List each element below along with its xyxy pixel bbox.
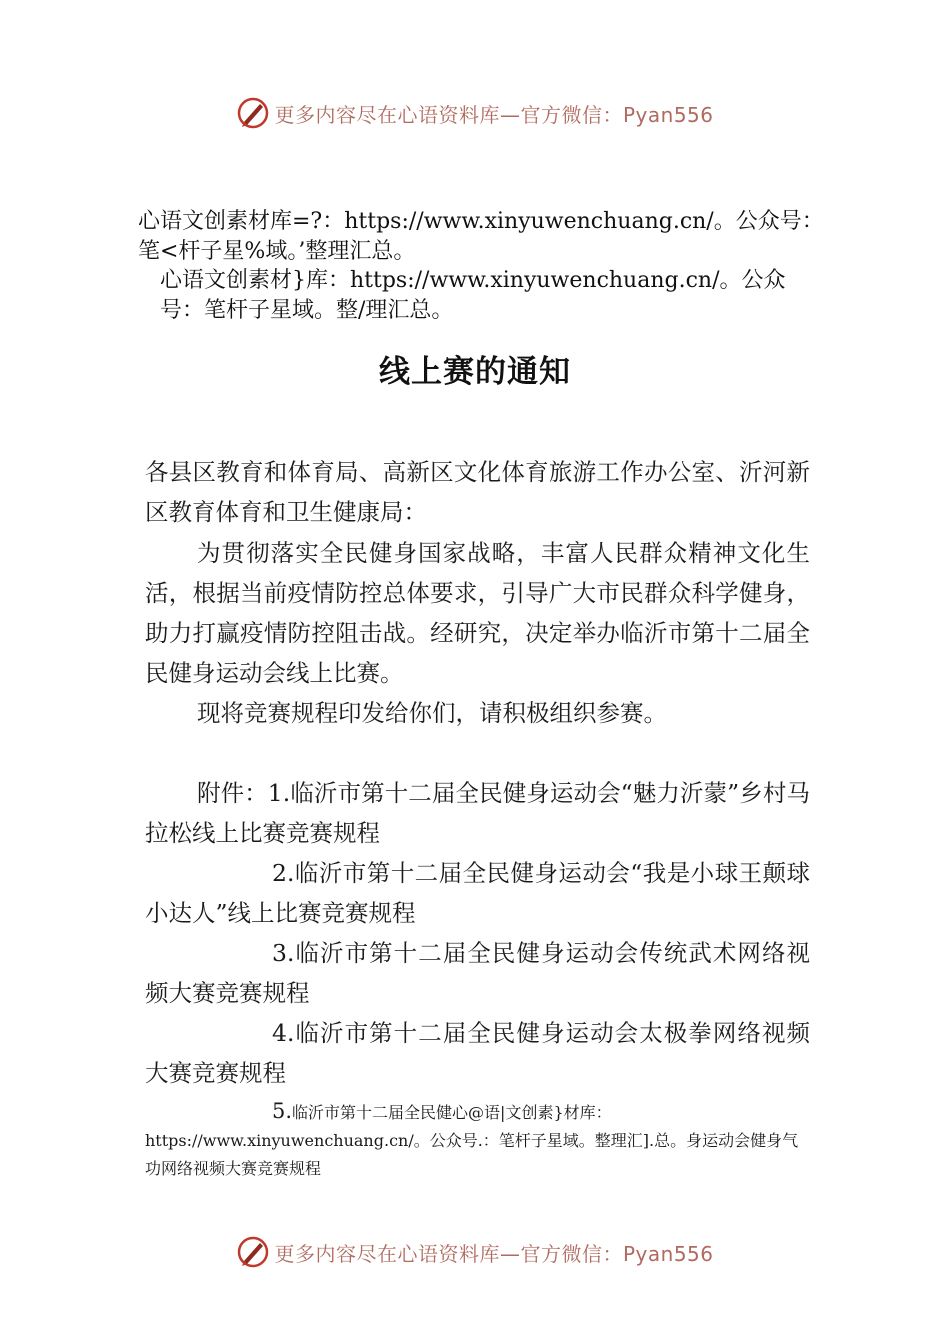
banner-text [274, 1238, 713, 1267]
attachment-3: 3.临沂市第十二届全民健身运动会传统武术网络视频大赛竞赛规程 [145, 939, 810, 1007]
attachment-5-text: 临沂市第十二届全民健心@语|文创素}材库：https://www.xinyuwenchuang.cn/。公众号.：笔杆子星域。整理汇].总。身运动会健身气功网络视频大赛竞赛规程 [145, 1103, 799, 1178]
paragraph-2: 现将竞赛规程印发给你们，请积极组织参赛。 [197, 699, 667, 727]
source-line-2: 心语文创素材}库：https://www.xinyuwenchuang.cn/。公众号：笔杆子星域。整/理汇总。 [160, 268, 786, 323]
attachment-5-number: 5. [272, 1099, 293, 1123]
pen-logo-icon [236, 1235, 270, 1269]
attachment-5 [145, 1097, 810, 1183]
attachment-4: 4.临沂市第十二届全民健身运动会太极拳网络视频大赛竞赛规程 [145, 1019, 810, 1087]
attachment-1: 附件：1.临沂市第十二届全民健身运动会“魅力沂蒙”乡村马拉松线上比赛竞赛规程 [145, 779, 810, 847]
document-title: 线上赛的通知 [379, 354, 571, 390]
banner-label: 更多内容尽在心语资料库—官方微信： [274, 102, 623, 127]
header-banner [0, 93, 950, 133]
source-line-1: 心语文创素材库=?：https://www.xinyuwenchuang.cn/。公众号：笔<杆子星%域。’整理汇总。 [138, 209, 824, 264]
banner-text [274, 99, 713, 128]
pen-logo-icon [236, 96, 270, 130]
banner-wechat-id: Pyan556 [622, 102, 714, 127]
paragraph-1: 为贯彻落实全民健身国家战略，丰富人民群众精神文化生活，根据当前疫情防控总体要求，引导广大市民群众科学健身，助力打赢疫情防控阻击战。经研究，决定举办临沂市第十二届全民健身运动会线上比赛。 [145, 539, 810, 687]
recipients: 各县区教育和体育局、高新区文化体育旅游工作办公室、沂河新区教育体育和卫生健康局： [145, 458, 810, 526]
attachment-2: 2.临沂市第十二届全民健身运动会“我是小球王颠球小达人”线上比赛竞赛规程 [145, 859, 810, 927]
footer-banner [0, 1232, 950, 1272]
banner-wechat-id: Pyan556 [622, 1241, 714, 1266]
banner-label: 更多内容尽在心语资料库—官方微信： [274, 1241, 623, 1266]
